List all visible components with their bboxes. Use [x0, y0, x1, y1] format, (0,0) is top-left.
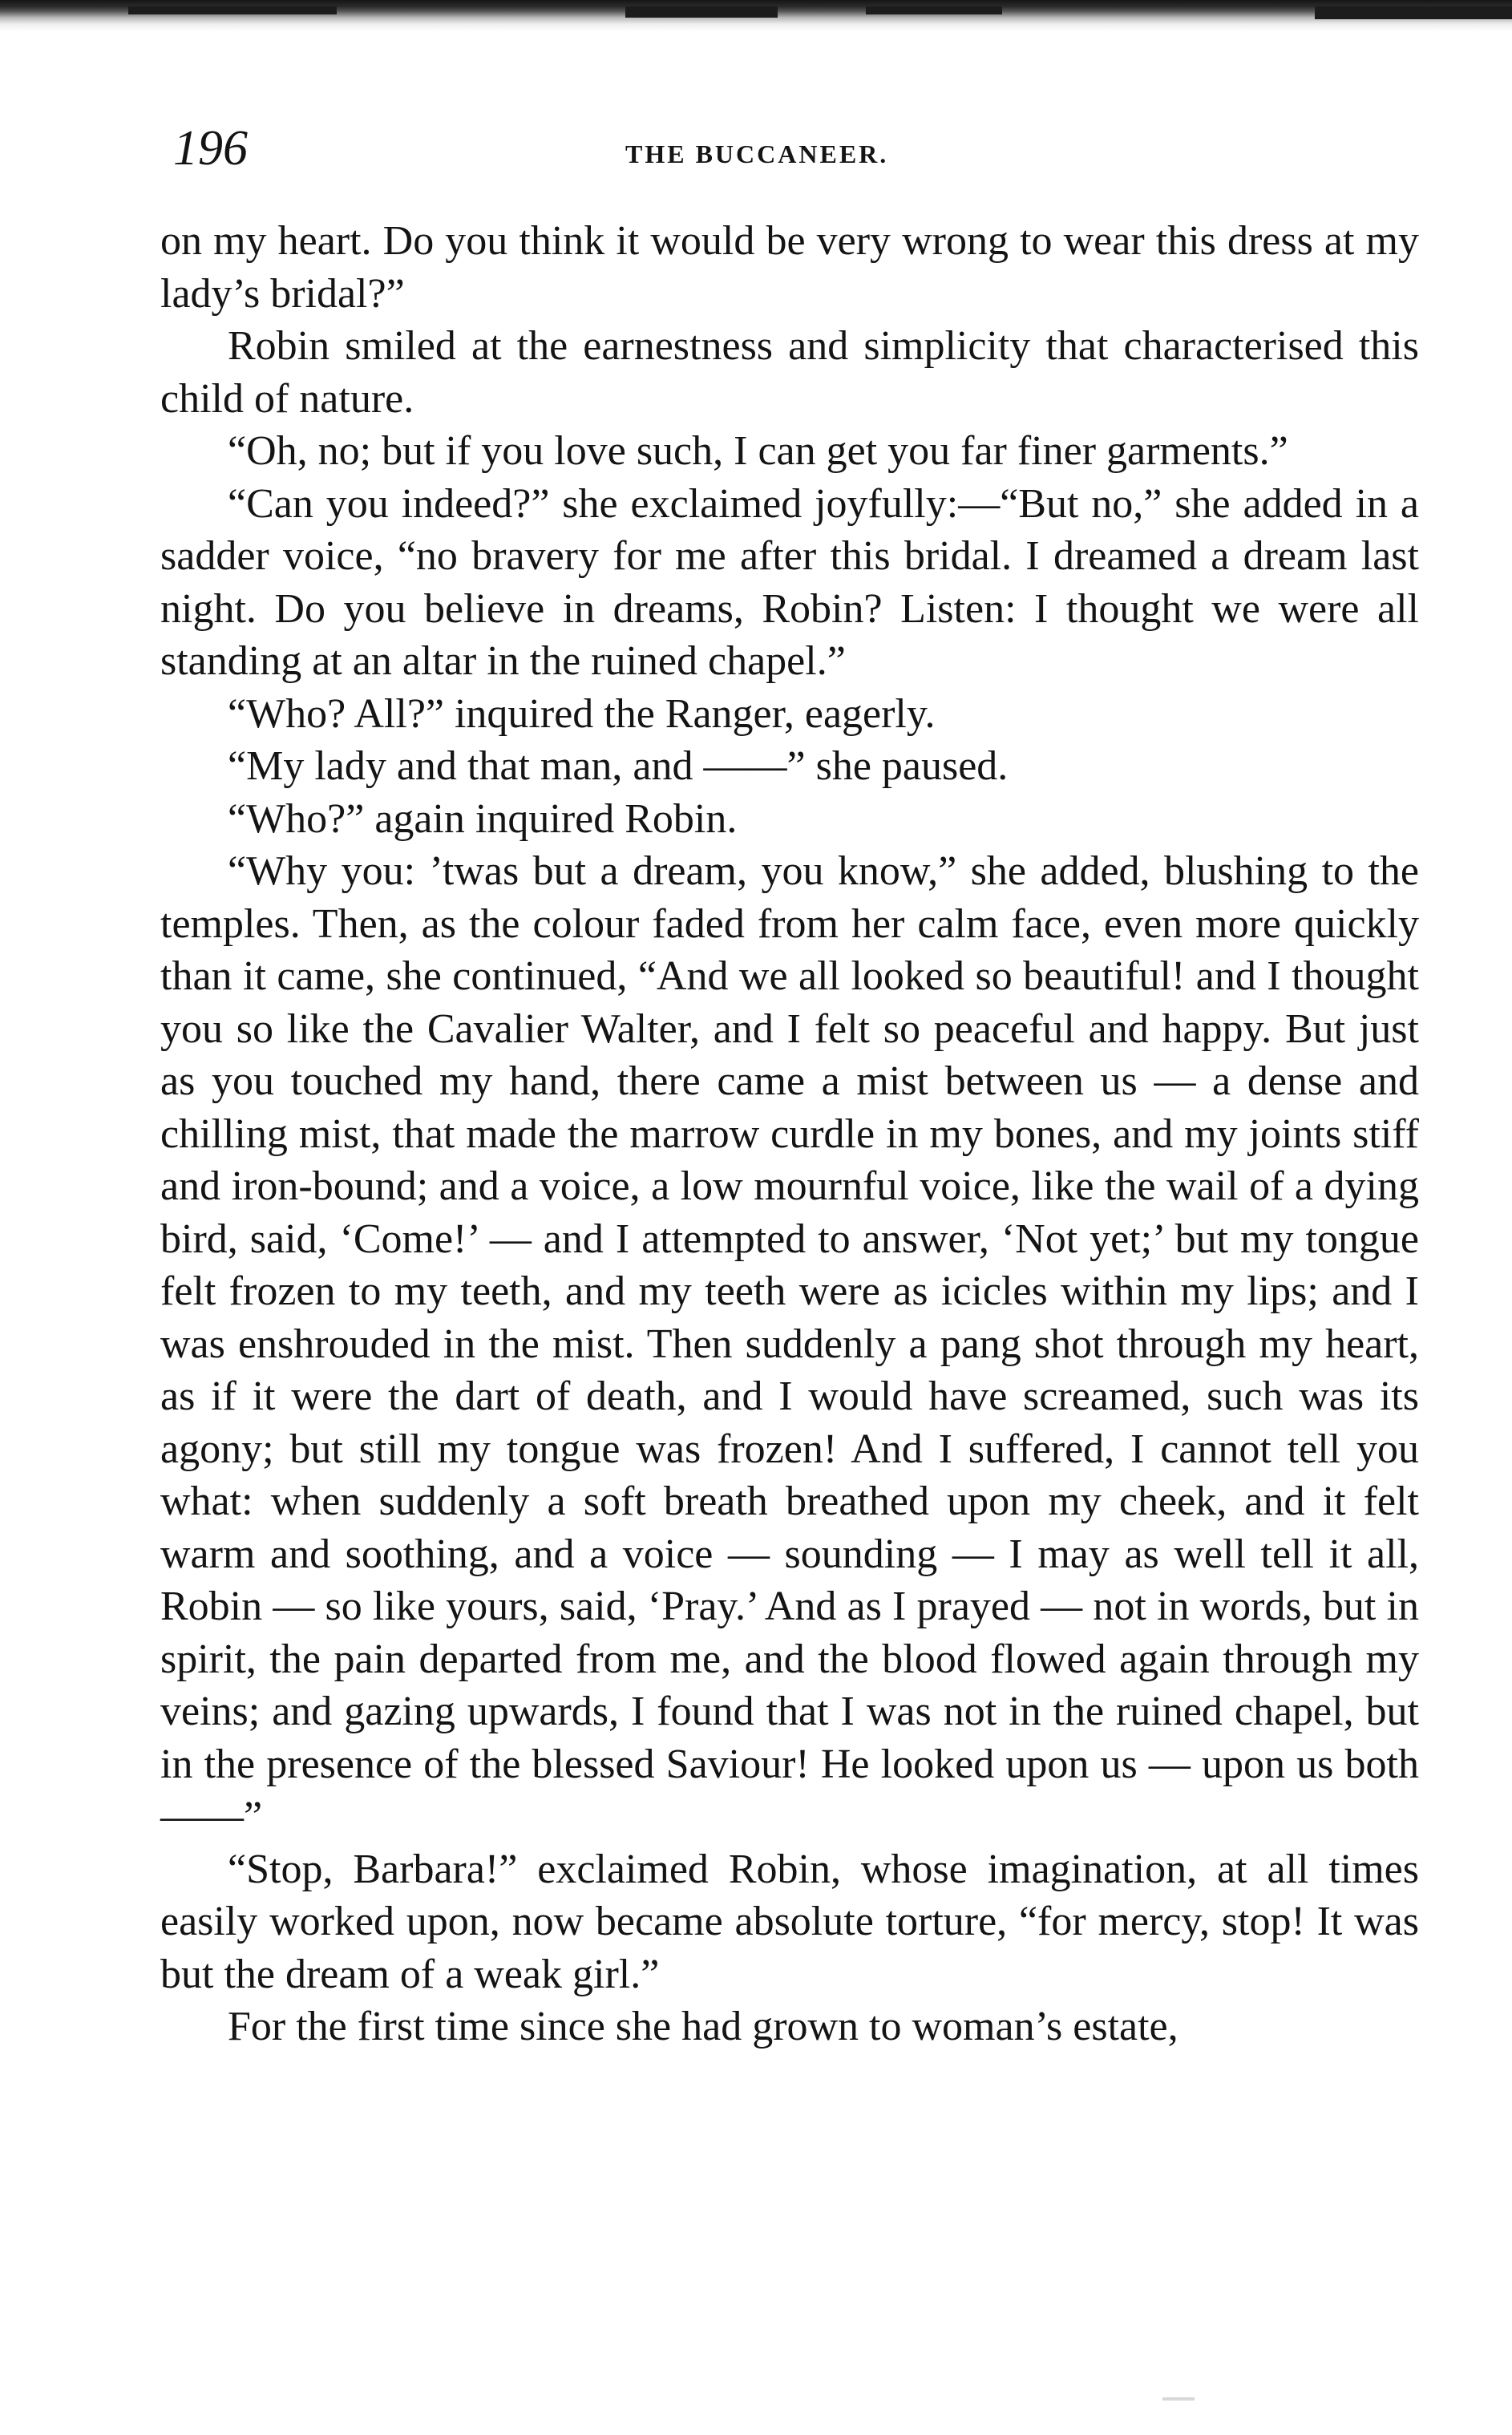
book-page [160, 120, 1419, 2053]
paragraph: Robin smiled at the earnestness and simplicity that characterised this child of nature. [160, 323, 1419, 422]
running-head [160, 120, 1419, 184]
scan-streak [866, 6, 1002, 14]
paragraph: “My lady and that man, and ——” she paused. [228, 743, 1009, 789]
body-text [160, 215, 1419, 2053]
header-title: THE BUCCANEER. [625, 140, 889, 168]
paragraph: on my heart. Do you think it would be very wrong to wear this dress at my lady’s bridal?” [160, 218, 1419, 317]
paragraph: “Can you indeed?” she exclaimed joyfully:—“But no,” she added in a sadder voice, “no bravery for me after this bridal. I dreamed a dream last night. Do you believe in dreams, Robin? Listen: I thought we were all standing at an altar in the ruined chapel.” [160, 480, 1419, 684]
scan-streak [625, 6, 778, 18]
scan-top-edge [0, 0, 1512, 32]
paragraph: “Stop, Barbara!” exclaimed Robin, whose imagination, at all times easily worked upon, now became absolute torture, “for mercy, stop! It was but the dream of a weak girl.” [160, 1846, 1419, 1997]
paragraph: For the first time since she had grown to woman’s estate, [228, 2004, 1178, 2049]
paragraph: “Who? All?” inquired the Ranger, eagerly. [228, 690, 936, 737]
scan-streak [128, 6, 337, 14]
paragraph: “Who?” again inquired Robin. [228, 795, 738, 842]
page-number: 196 [173, 121, 248, 176]
scan-speck [1162, 2397, 1195, 2401]
scan-streak [1315, 6, 1512, 19]
paragraph: “Why you: ’twas but a dream, you know,” she added, blushing to the temples. Then, as the colour faded from her calm face, even more quickly than it came, she continued, “And we all looked so beautiful! and I thought you so like the Cavalier Walter, and I felt so peaceful and happy. But just as you touched my hand, there came a mist between us — a dense and chilling mist, that made the marrow curdle in my bones, and my joints stiff and iron-bound; and a voice, a low mournful voice, like the wail of a dying bird, said, ‘Come!’ — and I attempted to answer, ‘Not yet;’ but my tongue felt frozen to my teeth, and my teeth were as icicles within my lips; and I was enshrouded in the mist. Then suddenly a pang shot through my heart, as if it were the dart of death, and I would have screamed, such was its agony; but still my tongue was frozen! And I suffered, I cannot tell you what: when suddenly a soft breath breathed upon my cheek, and it felt warm and soothing, and a voice — sounding — I may as well tell it all, Robin — so like yours, said, ‘Pray.’ And as I prayed — not in words, but in spirit, the pain departed from me, and the blood flowed again through my veins; and gazing upwards, I found that I was not in the ruined chapel, but in the presence of the blessed Saviour! He looked upon us — upon us both ——” [160, 848, 1419, 1839]
paragraph: “Oh, no; but if you love such, I can get you far finer garments.” [228, 428, 1288, 474]
